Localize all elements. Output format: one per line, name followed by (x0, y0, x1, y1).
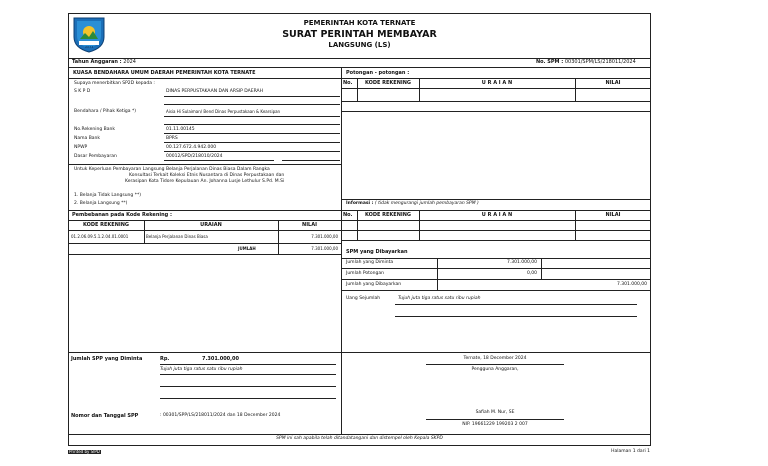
informasi-col-nilai: NILAI (605, 212, 621, 218)
belanja-2: 2. Belanja Langsung **) (74, 201, 128, 206)
divider (341, 111, 651, 112)
divider (341, 199, 651, 200)
keperluan-line-1: Pembayaran Langsung Belanja Perjalanan Dinas Biasa Dalam Rangka (113, 167, 270, 172)
spp-terbilang: Tujuh juta tiga ratus satu ribu rupiah (160, 367, 243, 372)
underline (164, 133, 340, 134)
divider (341, 101, 651, 102)
signature-nip: NIP. 19661229 199203 2 007 (462, 422, 528, 427)
divider (341, 268, 651, 269)
potongan-col-kode: KODE REKENING (364, 80, 412, 86)
dasar-value: 00012/SPD/218010/2024 (166, 154, 223, 159)
underline (395, 304, 637, 305)
informasi-col-uraian: U R A I A N (481, 212, 513, 218)
kuasa-title: KUASA BENDAHARA UMUM DAERAH PEMERINTAH KOTA TERNATE (73, 70, 256, 76)
jumlah-potongan-value: 0,00 (526, 271, 537, 276)
uang-sejumlah-value: Tujuh juta tiga ratus satu ribu rupiah (398, 296, 481, 301)
skpd-label: S K P D (74, 89, 91, 94)
belanja-1: 1. Belanja Tidak Langsung **) (74, 193, 141, 198)
spp-amount: 7.301.000,00 (202, 356, 240, 362)
divider (68, 220, 341, 221)
bendahara-value: Aisia Hi Sulaiman/ Bend Dinas Perpustakaan & Kearsipan (166, 109, 281, 114)
bank-label: Nama Bank (74, 136, 100, 141)
underline (426, 364, 564, 365)
divider (68, 352, 651, 353)
underline (164, 124, 340, 125)
tahun-anggaran: Tahun Anggaran : 2024 (72, 59, 136, 65)
divider (341, 258, 651, 259)
bendahara-label: Bendahara / Pihak Ketiga *) (74, 109, 136, 114)
signature-place-date: Ternate, 18 December 2024 (463, 356, 527, 361)
dasar-label: Dasar Pembayaran (74, 154, 117, 159)
keperluan-label: Untuk Keperluan : (74, 167, 115, 172)
divider (68, 78, 341, 79)
divider (341, 240, 651, 241)
pembebanan-col-nilai: NILAI (302, 222, 317, 228)
footer-watermark: Printed by SIPD (69, 449, 100, 454)
signature-role: Pengguna Anggaran, (471, 367, 519, 372)
spp-nomor-value: : 00301/SPP/LS/218011/2024 dan 18 December 2024 (160, 413, 281, 418)
pembebanan-row-uraian: Belanja Perjalanan Dinas Biasa (146, 234, 208, 239)
underline (164, 142, 340, 143)
header-line-3: LANGSUNG (LS) (328, 41, 391, 49)
logo-motto: 2024 (85, 45, 94, 49)
underline (164, 104, 340, 105)
pembebanan-title: Pembebanan pada Kode Rekening : (72, 212, 172, 218)
underline (160, 374, 336, 375)
pembebanan-row-nilai: 7.301.000,00 (311, 234, 338, 239)
keperluan-line-3: Kerasipan Kota Tidore Kepulauan An. Johanna Lusje Lethulur S.Pd. M.Si (125, 179, 285, 184)
informasi-title: Informasi : ( tidak mengurangi jumlah pembayaran SPM ) (346, 201, 479, 206)
underline (164, 116, 340, 117)
keperluan-line-2: Konsultasi Terkait Koleksi Etnis Nusantara di Dinas Perpustakaan dan (129, 173, 285, 178)
underline (160, 398, 336, 399)
spm-dibayar-title: SPM yang Dibayarkan (346, 249, 408, 255)
jumlah-dibayar-value: 7.301.000,00 (616, 282, 647, 287)
footer-page: Halaman 1 dari 1 (611, 449, 650, 454)
informasi-col-kode: KODE REKENING (364, 212, 412, 218)
divider (341, 279, 651, 280)
underline (282, 160, 340, 161)
pembebanan-col-uraian: URAIAN (200, 222, 222, 228)
jumlah-potongan-label: Jumlah Potongan (346, 271, 384, 276)
divider (341, 230, 651, 231)
npwp-label: NPWP (74, 145, 88, 150)
footer-note: SPM ini sah apabila telah ditandatangani dan distempel oleh Kepala SKPD (276, 436, 443, 441)
signature-name: Safiah M. Nur, SE (475, 410, 515, 415)
supaya-text: Supaya menerbitkan SP2D kepada : (74, 81, 155, 86)
underline (164, 160, 274, 161)
spp-rp: Rp. (160, 356, 170, 362)
potongan-col-nilai: NILAI (605, 80, 621, 86)
bank-value: BPRS (166, 136, 178, 141)
spm-number: No. SPM : 00301/SPM/LS/218011/2024 (536, 59, 636, 65)
divider (341, 78, 651, 79)
divider (341, 220, 651, 221)
pembebanan-col-kode: KODE REKENING (82, 222, 130, 228)
potongan-col-no: No. (343, 80, 353, 86)
spp-diminta-label: Jumlah SPP yang Diminta (71, 356, 143, 362)
uang-sejumlah-label: Uang Sejumlah (346, 296, 381, 301)
divider (68, 243, 341, 244)
pembebanan-jumlah-label: JUMLAH (238, 246, 256, 251)
pembebanan-jumlah-value: 7.301.000,00 (311, 246, 338, 251)
underline (395, 316, 637, 317)
divider (68, 210, 651, 211)
potongan-col-uraian: U R A I A N (481, 80, 513, 86)
col-line (541, 258, 542, 279)
rekening-label: No.Rekening Bank (74, 127, 115, 132)
underline (160, 386, 336, 387)
header-line-2: SURAT PERINTAH MEMBAYAR (282, 29, 437, 40)
underline (164, 151, 340, 152)
divider (68, 254, 341, 255)
spp-nomor-label: Nomor dan Tanggal SPP (71, 413, 139, 419)
underline (426, 419, 564, 420)
jumlah-diminta-value: 7.301.000,00 (506, 260, 537, 265)
potongan-title: Potongan - potongan : (346, 70, 410, 76)
divider (68, 230, 341, 231)
divider (68, 67, 651, 68)
divider (68, 164, 341, 165)
header-line-1: PEMERINTAH KOTA TERNATE (303, 19, 416, 27)
pembebanan-row-kode: 01.2.06.09.5.1.2.04.01.0001 (71, 234, 129, 239)
jumlah-diminta-label: Jumlah yang Diminta (346, 260, 394, 265)
skpd-value: DINAS PERPUSTAKAAN DAN ARSIP DAERAH (166, 89, 264, 94)
jumlah-dibayar-label: Jumlah yang Dibayarkan (346, 282, 402, 287)
npwp-value: 00.127.672.4.942.000 (166, 145, 217, 150)
column-divider (341, 67, 342, 434)
rekening-value: 01.11.00145 (166, 127, 195, 132)
divider (341, 290, 651, 291)
divider (341, 88, 651, 89)
underline (164, 96, 340, 97)
divider (68, 434, 651, 435)
underline (160, 364, 336, 365)
informasi-col-no: No. (343, 212, 353, 218)
